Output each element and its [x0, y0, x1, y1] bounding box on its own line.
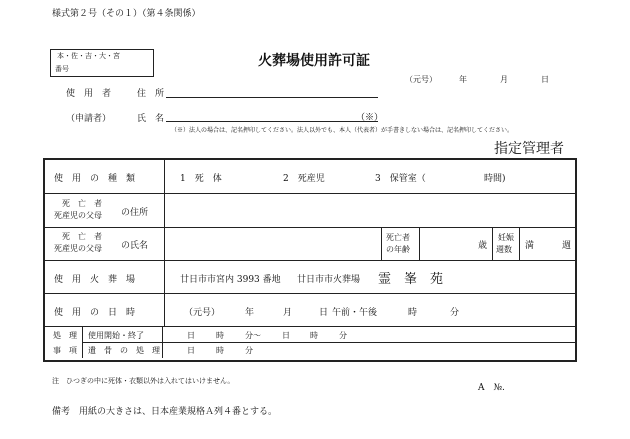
col-divider — [419, 227, 420, 260]
age-label: 死亡者 — [386, 233, 410, 242]
crematorium-address: 廿日市市宮内 3993 番地 — [180, 275, 281, 285]
name-label: 氏 名 — [137, 114, 165, 124]
row-divider — [82, 342, 575, 343]
datetime-day: 日 — [319, 308, 329, 318]
col-divider — [162, 326, 163, 358]
end-minute: 分 — [339, 331, 347, 340]
datetime-era: （元号） — [184, 308, 221, 318]
deceased-address-field[interactable] — [168, 196, 570, 224]
deceased-label: 死 亡 者 — [62, 199, 102, 208]
footer-note: 注 ひつぎの中に死体・衣類以外は入れてはいけません。 — [52, 377, 235, 385]
row-divider — [45, 293, 575, 294]
end-hour: 時 — [310, 331, 318, 340]
ashes-minute: 分 — [245, 346, 253, 355]
stamp-box-number-label: 番号 — [55, 65, 69, 73]
date-era: （元号） — [405, 75, 437, 84]
ashes-label: 遺 骨 の 処 理 — [88, 346, 160, 355]
pregnancy-week: 週 — [562, 241, 572, 251]
date-day: 日 — [541, 75, 549, 84]
stamp-box-cities: 本・佐・吉・大・宮 — [57, 52, 120, 60]
ashes-hour: 時 — [216, 346, 224, 355]
col-divider — [519, 227, 520, 260]
user-label: 使 用 者 — [66, 89, 112, 99]
form-id: 様式第２号（その１）（第４条関係） — [52, 9, 201, 19]
process-label: 処 理 — [53, 331, 77, 340]
col-divider — [381, 227, 382, 260]
address-line — [166, 97, 378, 98]
pregnancy-label-suffix: 週数 — [496, 245, 512, 254]
col-divider — [164, 160, 165, 326]
age-unit: 歳 — [478, 241, 488, 251]
datetime-hour: 時 — [408, 308, 418, 318]
sign-mark: （※） — [356, 113, 384, 123]
deceased-label: 死 亡 者 — [62, 232, 102, 241]
type-option-body[interactable]: 1 死 体 — [180, 174, 222, 184]
parents-label: 死産児の父母 — [54, 244, 102, 253]
name-line — [166, 121, 378, 122]
datetime-minute: 分 — [450, 308, 460, 318]
datetime-month: 月 — [283, 308, 293, 318]
a-number: A №. — [478, 383, 505, 393]
page-title: 火葬場使用許可証 — [258, 53, 370, 69]
row-divider — [45, 326, 575, 327]
row-divider — [45, 260, 575, 261]
start-hour: 時 — [216, 331, 224, 340]
address-label: 住 所 — [137, 89, 165, 99]
start-day: 日 — [187, 331, 195, 340]
datetime-label: 使 用 の 日 時 — [54, 308, 136, 318]
crematorium-operator: 廿日市市火葬場 — [297, 275, 361, 285]
crematorium-label: 使 用 火 葬 場 — [54, 275, 136, 285]
address-suffix: の住所 — [121, 208, 149, 218]
type-label: 使 用 の 種 類 — [54, 174, 136, 184]
pregnancy-full: 満 — [525, 241, 535, 251]
parents-label: 死産児の父母 — [54, 211, 102, 220]
type-option-stillborn[interactable]: 2 死産児 — [283, 174, 325, 184]
process-label-suffix: 事 項 — [53, 346, 77, 355]
row-divider — [45, 227, 575, 228]
type-storage-hours: 時間) — [484, 174, 506, 184]
age-label-suffix: の年齢 — [386, 245, 410, 254]
datetime-year: 年 — [245, 308, 255, 318]
crematorium-name: 霊 峯 苑 — [378, 272, 444, 287]
applicant-label: （申請者） — [66, 114, 112, 124]
ashes-day: 日 — [187, 346, 195, 355]
date-month: 月 — [500, 75, 508, 84]
start-end-label: 使用開始・終了 — [88, 331, 144, 340]
pregnancy-label: 妊娠 — [498, 233, 514, 242]
row-divider — [45, 193, 575, 194]
sign-note: （※）法人の場合は、記名押印してください。法人以外でも、本人（代表者）が手書きしない場合は、記名押印してください。 — [171, 127, 514, 134]
col-divider — [82, 326, 83, 358]
start-minute: 分〜 — [245, 331, 261, 340]
datetime-ampm[interactable]: 午前・午後 — [332, 308, 378, 318]
manager-label: 指定管理者 — [494, 141, 564, 157]
remark: 備考 用紙の大きさは、日本産業規格Ａ列４番とする。 — [52, 407, 278, 417]
date-year: 年 — [459, 75, 467, 84]
deceased-name-field[interactable] — [168, 229, 378, 258]
end-day: 日 — [282, 331, 290, 340]
type-option-storage[interactable]: 3 保管室（ — [375, 174, 426, 184]
col-divider — [492, 227, 493, 260]
name-suffix: の氏名 — [121, 241, 149, 251]
